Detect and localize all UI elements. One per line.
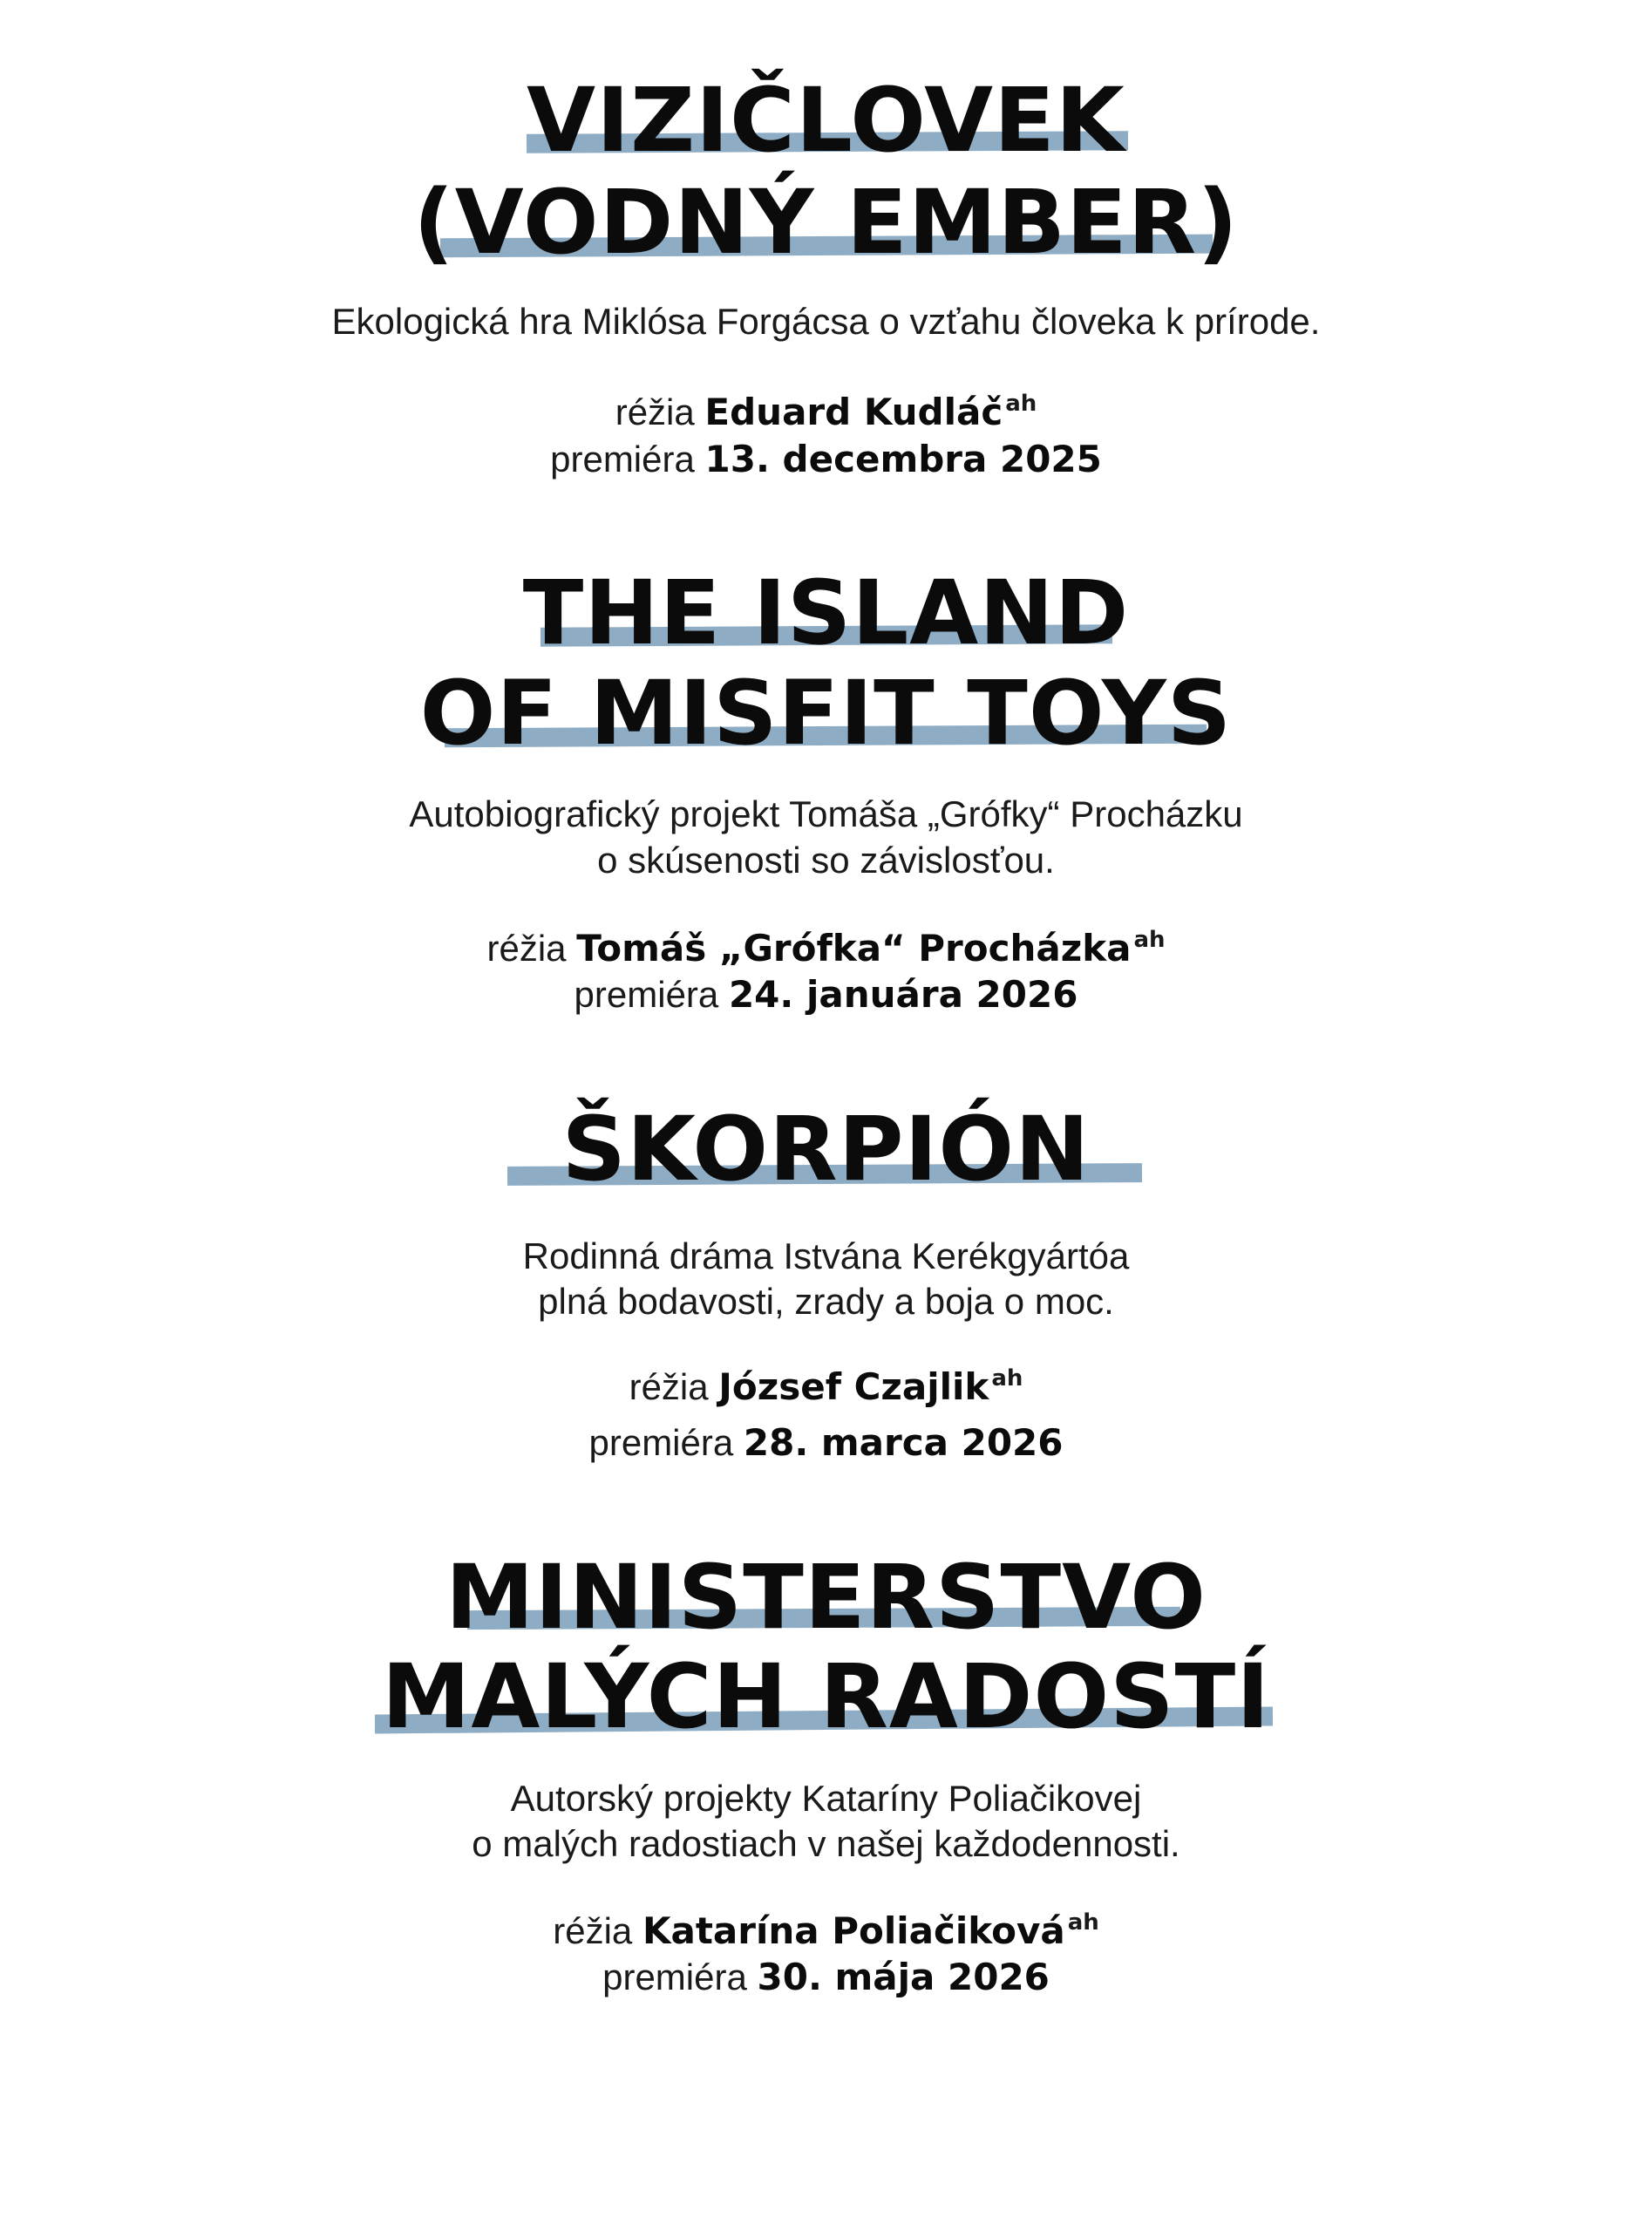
production-title-line	[0, 69, 1652, 173]
premiere-credit	[0, 438, 1652, 480]
director-name: József Czajlik	[718, 1365, 989, 1408]
production-title-line	[0, 171, 1652, 275]
director-suffix: ah	[1067, 1909, 1099, 1936]
premiere-date: 13. decembra 2025	[704, 438, 1102, 480]
premiere-label: premiéra	[602, 1956, 747, 1997]
direction-credit	[0, 927, 1652, 970]
direction-credit	[0, 1365, 1652, 1408]
direction-label: réžia	[486, 928, 567, 969]
production-title: (VODNÝ EMBER)	[413, 171, 1239, 275]
premiere-label: premiéra	[574, 974, 719, 1015]
premiere-date: 24. januára 2026	[728, 973, 1078, 1016]
production-title-line	[0, 1645, 1652, 1749]
direction-credit	[0, 1909, 1652, 1952]
premiere-date: 30. mája 2026	[757, 1956, 1050, 1998]
production-title-line	[0, 1098, 1652, 1201]
director-suffix: ah	[1005, 391, 1037, 417]
production-description: o skúsenosti so závislosťou.	[597, 840, 1055, 881]
director-name: Eduard Kudláč	[704, 391, 1003, 433]
premiere-credit	[0, 1956, 1652, 1998]
production-description: Autobiografický projekt Tomáša „Grófky“ Procházku	[409, 793, 1243, 834]
direction-label: réžia	[553, 1910, 633, 1951]
premiere-credit	[0, 1421, 1652, 1464]
production-title: MINISTERSTVO	[445, 1546, 1207, 1650]
premiere-date: 28. marca 2026	[743, 1421, 1064, 1464]
production-title-line	[0, 662, 1652, 766]
production-title: VIZIČLOVEK	[527, 69, 1125, 173]
direction-credit	[0, 391, 1652, 433]
director-suffix: ah	[1133, 927, 1166, 953]
production-description: o malých radostiach v našej každodennosti.	[472, 1823, 1180, 1864]
premiere-credit	[0, 973, 1652, 1016]
production-description: Ekologická hra Miklósa Forgácsa o vzťahu človeka k prírode.	[331, 301, 1321, 342]
production-description: Rodinná dráma Istvána Kerékgyártóa	[522, 1235, 1130, 1276]
production-title: MALÝCH RADOSTÍ	[381, 1645, 1271, 1749]
direction-label: réžia	[629, 1366, 709, 1407]
director-suffix: ah	[991, 1365, 1023, 1392]
director-name: Katarína Poliačiková	[642, 1909, 1065, 1952]
production-title: THE ISLAND	[522, 561, 1130, 665]
production-description: Autorský projekty Kataríny Poliačikovej	[510, 1778, 1142, 1819]
production-title: ŠKORPIÓN	[561, 1098, 1091, 1201]
production-title-line	[0, 561, 1652, 665]
direction-label: réžia	[615, 391, 695, 432]
premiere-label: premiéra	[588, 1422, 734, 1463]
production-title: OF MISFIT TOYS	[419, 662, 1233, 766]
production-title-line	[0, 1546, 1652, 1650]
premiere-label: premiéra	[550, 439, 695, 480]
production-description: plná bodavosti, zrady a boja o moc.	[538, 1281, 1114, 1322]
director-name: Tomáš „Grófka“ Procházka	[576, 927, 1132, 970]
